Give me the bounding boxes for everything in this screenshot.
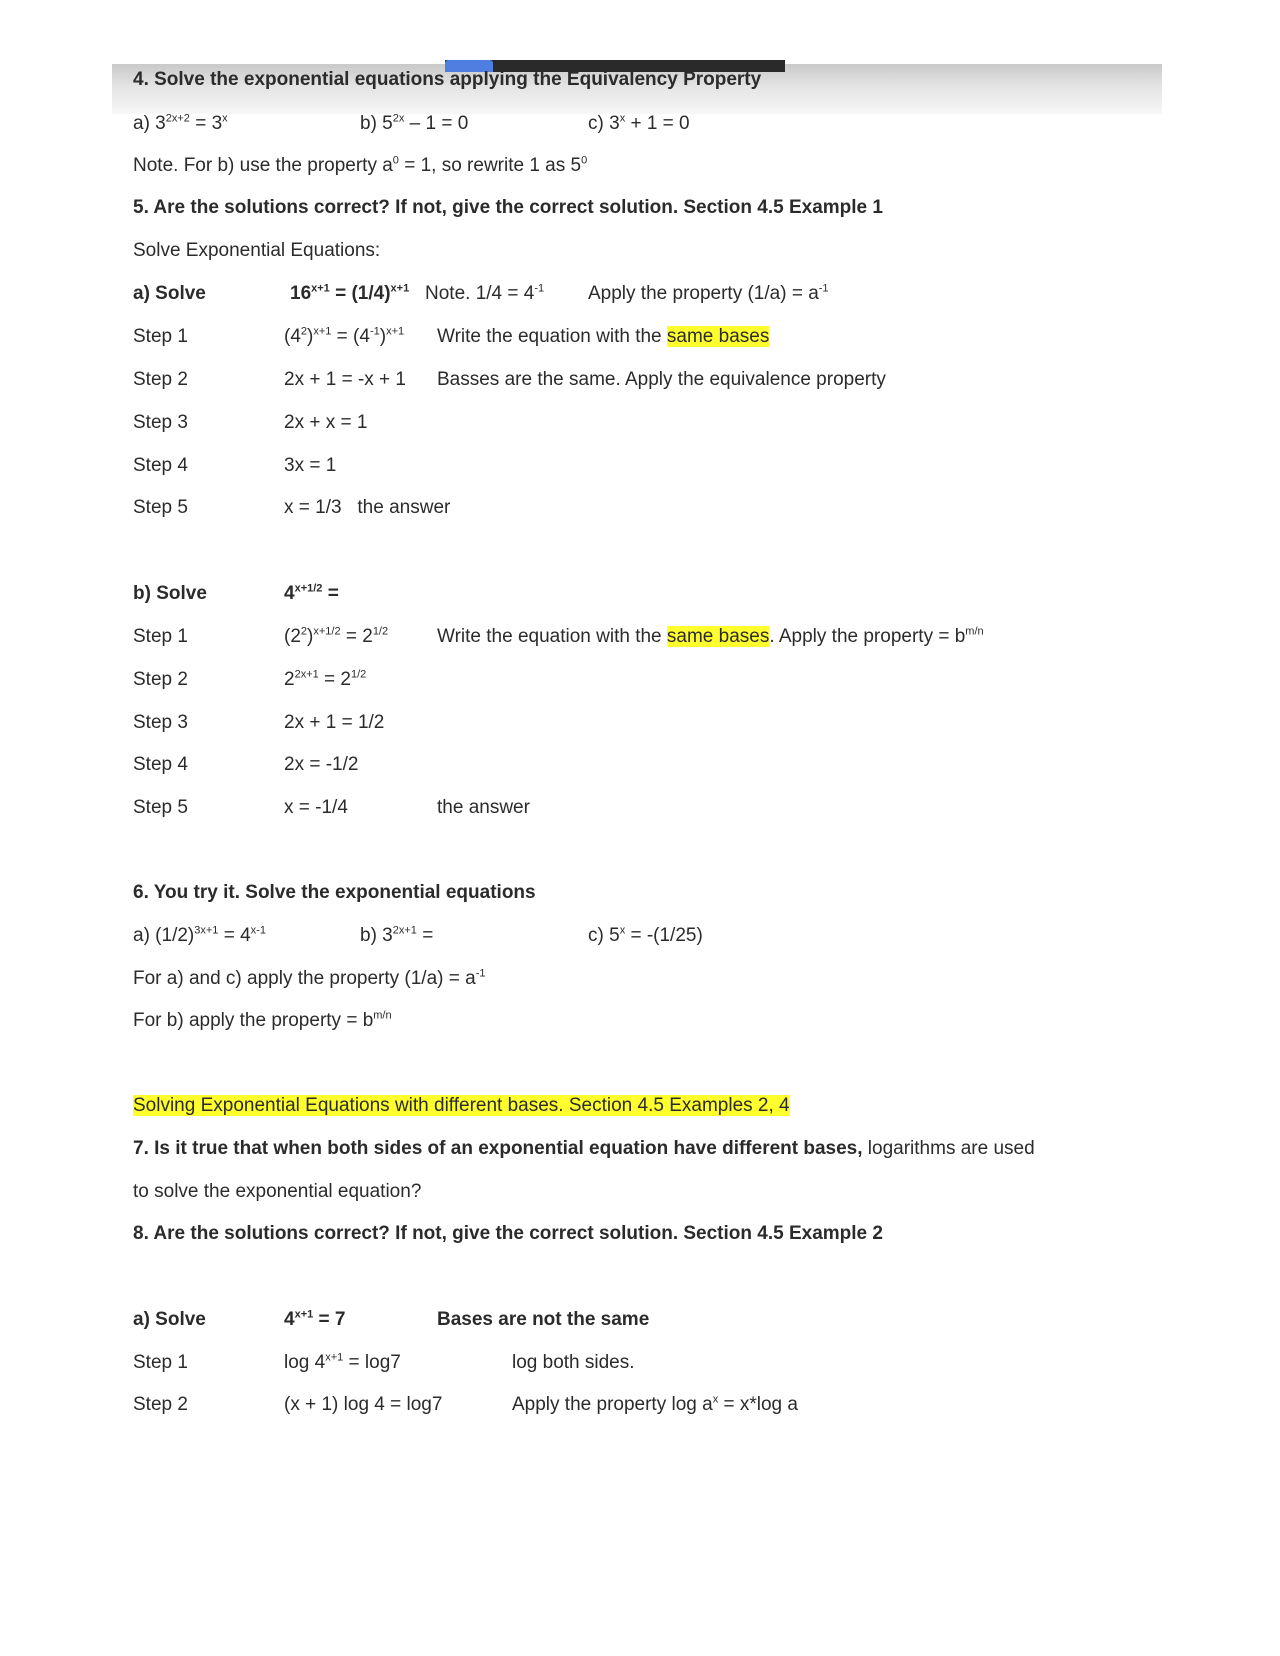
q5-subtitle: Solve Exponential Equations: bbox=[133, 240, 381, 261]
ex-b-step5-label: Step 5 bbox=[133, 797, 188, 818]
ex-a-step2-desc: Basses are the same. Apply the equivalence property bbox=[437, 369, 886, 390]
q6-title: 6. You try it. Solve the exponential equations bbox=[133, 882, 536, 903]
ex-a-step3-expr: 2x + x = 1 bbox=[284, 412, 368, 433]
q4-part-c: c) $3^x + 1 = 0$ bbox=[588, 112, 690, 134]
ex-b-step2-expr: $2^{2x+1} = 2^{1/2}$ bbox=[284, 668, 367, 690]
q4-note: Note. For b) use the property $a^0 = 1$, so rewrite 1 as $5^0$ bbox=[133, 154, 588, 176]
section-heading: Solving Exponential Equations with different bases. Section 4.5 Examples 2, 4 bbox=[133, 1095, 790, 1116]
ex-c-step1-expr: $\log 4^{x+1} = \log 7$ bbox=[284, 1351, 401, 1373]
ex-a-step5-label: Step 5 bbox=[133, 497, 188, 518]
q7-line-2: to solve the exponential equation? bbox=[133, 1181, 422, 1202]
ex-b-step2-label: Step 2 bbox=[133, 669, 188, 690]
ex-a-step1-label: Step 1 bbox=[133, 326, 188, 347]
q4-part-a: a) $3^{2x+2} = 3^x$ bbox=[133, 112, 228, 134]
ex-a-note: Note. $1/4 = 4^{-1}$ bbox=[425, 282, 545, 304]
ex-b-step3-expr: 2x + 1 = 1/2 bbox=[284, 712, 385, 733]
ex-b-step5-expr: x = -1/4 bbox=[284, 797, 348, 818]
ex-a-equation: $16^{x+1} = (1/4)^{x+1}$ bbox=[290, 282, 410, 304]
q6-part-b: b) $3^{2x+1}$ = bbox=[360, 924, 434, 946]
ex-a-step2-label: Step 2 bbox=[133, 369, 188, 390]
ex-b-step3-label: Step 3 bbox=[133, 712, 188, 733]
ex-c-equation-desc: Bases are not the same bbox=[437, 1309, 650, 1330]
ex-a-step3-label: Step 3 bbox=[133, 412, 188, 433]
ex-b-label: b) Solve bbox=[133, 583, 207, 604]
ex-b-step4-label: Step 4 bbox=[133, 754, 188, 775]
q7-line-1: 7. Is it true that when both sides of an exponential equation have different bases, logarithms are used bbox=[133, 1138, 1035, 1159]
q4-part-b: b) $5^{2x} - 1 = 0$ bbox=[360, 112, 469, 134]
ex-b-step1-desc: Write the equation with the same bases. Apply the property = $b^{m/n}$ bbox=[437, 625, 984, 647]
ex-b-step1-expr: $(2^2)^{x+1/2} = 2^{1/2}$ bbox=[284, 625, 389, 647]
ex-c-label: a) Solve bbox=[133, 1309, 206, 1330]
ex-b-step5-desc: the answer bbox=[437, 797, 530, 818]
q6-note-1: For a) and c) apply the property $(1/a) = a^{-1}$ bbox=[133, 967, 486, 989]
q6-note-2: For b) apply the property = $b^{m/n}$ bbox=[133, 1009, 392, 1031]
ex-c-equation: $4^{x+1} = 7$ bbox=[284, 1308, 346, 1330]
ex-c-step2-label: Step 2 bbox=[133, 1394, 188, 1415]
ex-c-step1-desc: log both sides. bbox=[512, 1352, 635, 1373]
ex-b-step4-expr: 2x = -1/2 bbox=[284, 754, 359, 775]
ex-a-step1-expr: $(4^2)^{x+1} = (4^{-1})^{x+1}$ bbox=[284, 325, 405, 347]
ex-c-step2-expr: (x + 1) log 4 = log7 bbox=[284, 1394, 443, 1415]
ex-a-step1-desc: Write the equation with the same bases bbox=[437, 326, 770, 347]
q6-part-a: a) $(1/2)^{3x+1} = 4^{x-1}$ bbox=[133, 924, 266, 946]
ex-c-step1-label: Step 1 bbox=[133, 1352, 188, 1373]
q8-title: 8. Are the solutions correct? If not, give the correct solution. Section 4.5 Example 2 bbox=[133, 1223, 883, 1244]
ex-a-step4-expr: 3x = 1 bbox=[284, 455, 337, 476]
q4-title: 4. Solve the exponential equations applying the Equivalency Property bbox=[133, 69, 762, 90]
ex-a-apply: Apply the property $(1/a) = a^{-1}$ bbox=[588, 282, 829, 304]
ex-a-step4-label: Step 4 bbox=[133, 455, 188, 476]
ex-b-step1-label: Step 1 bbox=[133, 626, 188, 647]
q5-title: 5. Are the solutions correct? If not, give the correct solution. Section 4.5 Example 1 bbox=[133, 197, 883, 218]
ex-a-step5-expr: x = 1/3 the answer bbox=[284, 497, 451, 518]
ex-a-label: a) Solve bbox=[133, 283, 206, 304]
ex-a-step2-expr: 2x + 1 = -x + 1 bbox=[284, 369, 406, 390]
q6-part-c: c) $5^x = -(1/25)$ bbox=[588, 924, 703, 946]
ex-b-equation: $4^{x+1/2}$ = bbox=[284, 582, 339, 604]
highlight-same-bases: same bases bbox=[666, 326, 770, 347]
ex-c-step2-desc: Apply the property $\log a^x = x*\log$ a bbox=[512, 1393, 798, 1415]
highlight-same-bases: same bases bbox=[666, 626, 770, 647]
